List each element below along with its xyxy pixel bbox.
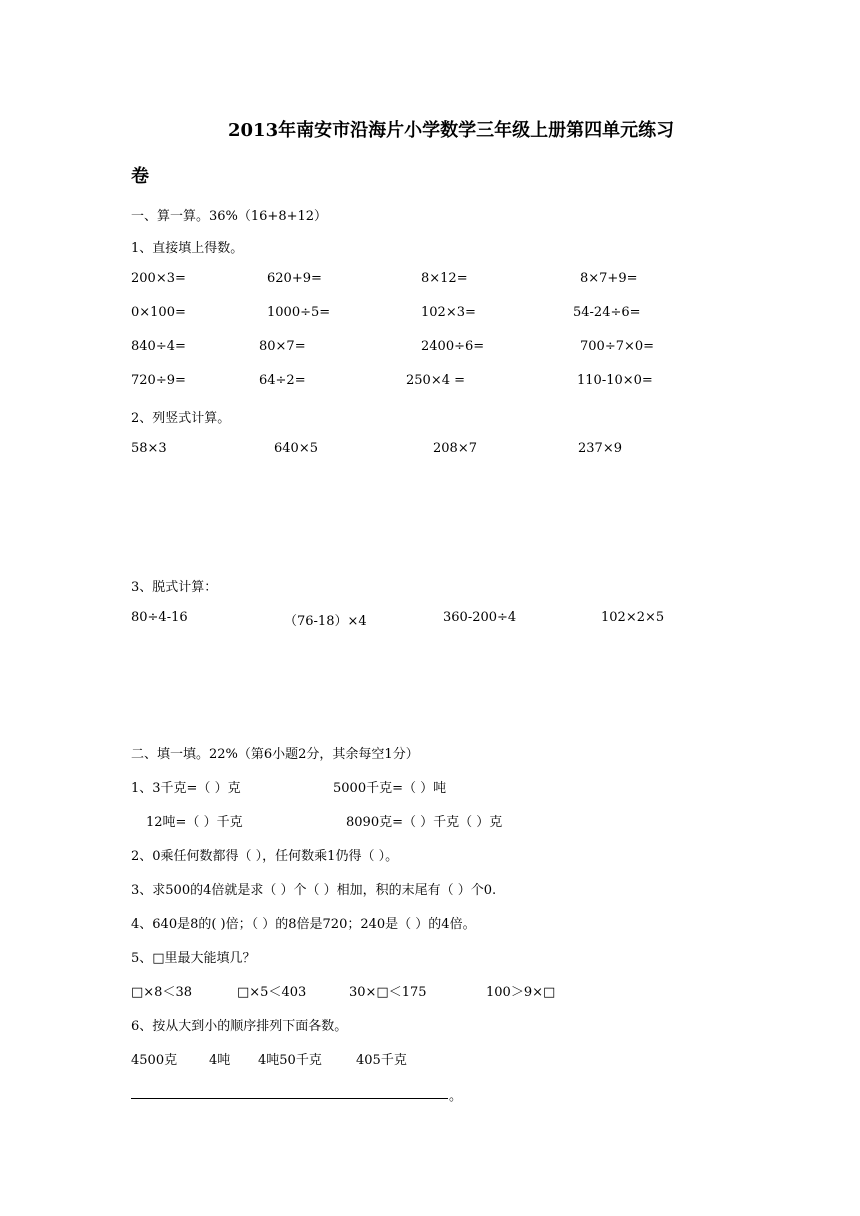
problem: 64÷2=: [259, 373, 306, 388]
problem: 208×7: [433, 441, 477, 456]
problem: 80÷4-16: [131, 610, 188, 625]
problem: 102×2×5: [601, 610, 665, 625]
problem: 237×9: [578, 441, 622, 456]
problem: 30×□＜175: [349, 985, 427, 1000]
problem: 1000÷5=: [267, 305, 331, 320]
number-item: 4500克: [131, 1053, 178, 1068]
section1-heading: 一、算一算。36%（16+8+12）: [131, 209, 328, 224]
answer-line-end: 。: [449, 1089, 463, 1104]
problem: 700÷7×0=: [580, 339, 655, 354]
q3-label: 3、脱式计算：: [131, 580, 218, 595]
fill-blank: 5000千克=（ ）吨: [333, 781, 447, 796]
number-item: 4吨: [209, 1053, 231, 1068]
problem: 620+9=: [267, 271, 322, 286]
page-title-continued: 卷: [131, 166, 149, 187]
problem: 8×7+9=: [580, 271, 638, 286]
problem: 2400÷6=: [421, 339, 485, 354]
q1-label: 1、直接填上得数。: [131, 241, 244, 256]
problem: 640×5: [274, 441, 318, 456]
problem: 54-24÷6=: [573, 305, 641, 320]
problem: □×8＜38: [131, 985, 192, 1000]
problem: （76-18）×4: [284, 614, 367, 629]
fill-blank: 4、640是8的( )倍；（ ）的8倍是720；240是（ ）的4倍。: [131, 917, 476, 932]
problem: 720÷9=: [131, 373, 186, 388]
answer-line: [131, 1098, 448, 1099]
problem: 0×100=: [131, 305, 186, 320]
problem: 360-200÷4: [443, 610, 517, 625]
number-item: 4吨50千克: [258, 1053, 322, 1068]
q6-label: 6、按从大到小的顺序排列下面各数。: [131, 1019, 348, 1034]
problem: □×5＜403: [237, 985, 307, 1000]
problem: 58×3: [131, 441, 167, 456]
section2-heading: 二、填一填。22%（第6小题2分，其余每空1分）: [131, 747, 419, 762]
fill-blank: 8090克=（ ）千克（ ）克: [346, 815, 503, 830]
problem: 200×3=: [131, 271, 186, 286]
problem: 8×12=: [421, 271, 468, 286]
fill-blank: 1、3千克=（ ）克: [131, 781, 241, 796]
q2-label: 2、列竖式计算。: [131, 411, 231, 426]
problem: 102×3=: [421, 305, 476, 320]
problem: 110-10×0=: [577, 373, 653, 388]
number-item: 405千克: [356, 1053, 407, 1068]
fill-blank: 12吨=（ ）千克: [146, 815, 243, 830]
fill-blank: 2、0乘任何数都得（ ），任何数乘1仍得（ ）。: [131, 849, 399, 864]
fill-blank: 3、求500的4倍就是求（ ）个（ ）相加，积的末尾有（ ）个0.: [131, 883, 497, 898]
problem: 80×7=: [259, 339, 306, 354]
problem: 100＞9×□: [486, 985, 556, 1000]
problem: 840÷4=: [131, 339, 186, 354]
problem: 250×4 =: [406, 373, 466, 388]
q5-label: 5、□里最大能填几？: [131, 951, 256, 966]
page-title: 2013年南安市沿海片小学数学三年级上册第四单元练习: [228, 120, 675, 141]
